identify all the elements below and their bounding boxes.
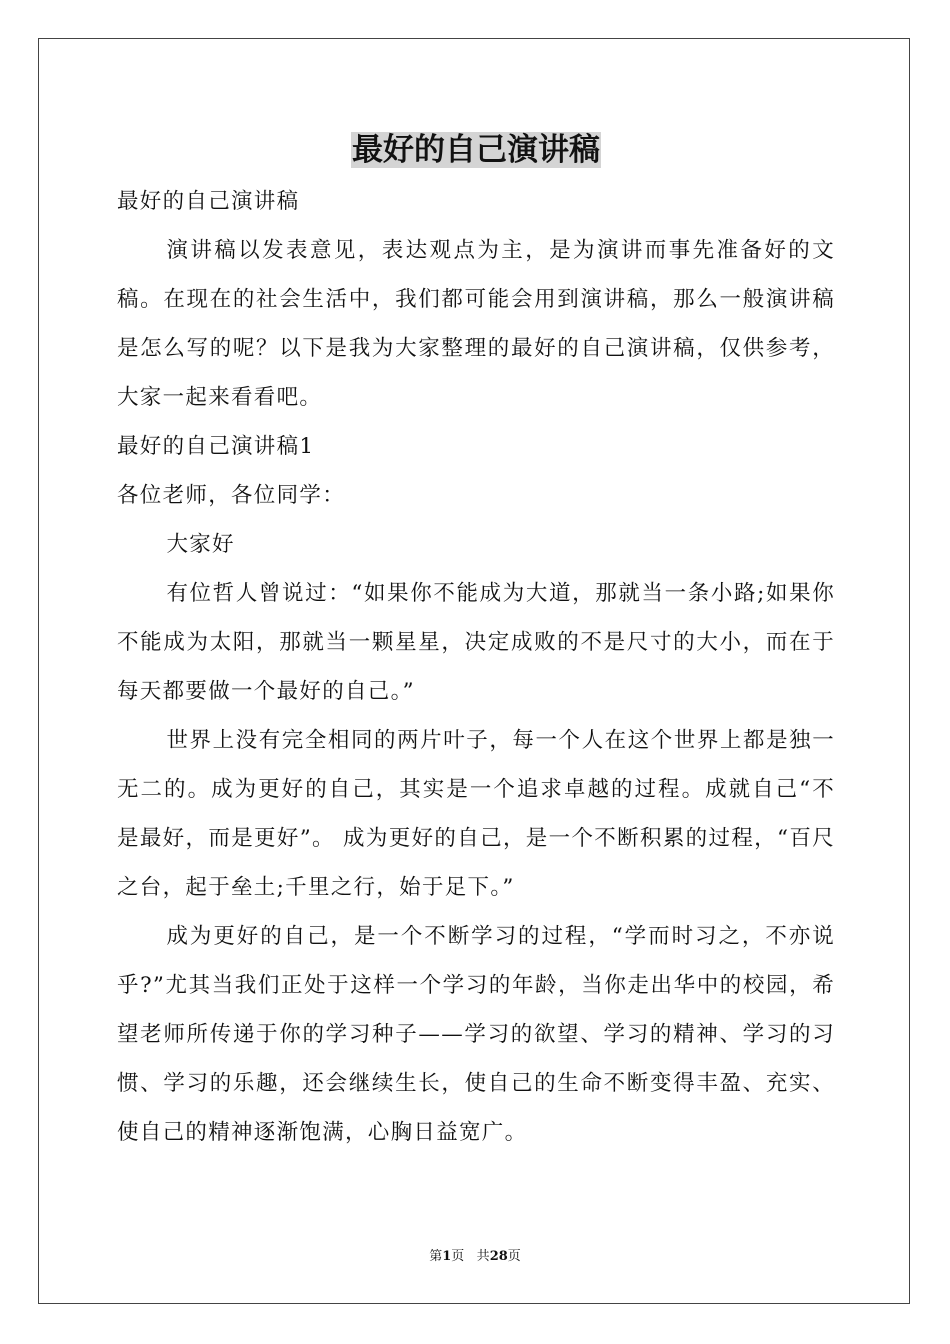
page-footer (0, 1248, 950, 1266)
paragraph-unique: 世界上没有完全相同的两片叶子，每一个人在这个世界上都是独一无二的。成为更好的自己，其实是一个追求卓越的过程。成就自己“不是最好，而是更好”。 成为更好的自己，是一个不断积累的过程，“百尺之台，起于垒土;千里之行，始于足下。” (117, 728, 835, 900)
paragraph-greeting: 大家好 (166, 532, 235, 557)
footer-total-prefix: 共 (476, 1249, 490, 1264)
paragraph-learning: 成为更好的自己，是一个不断学习的过程，“学而时习之，不亦说乎?”尤其当我们正处于这样一个学习的年龄，当你走出华中的校园，希望老师所传递于你的学习种子——学习的欲望、学习的精神、学习的习惯、学习的乐趣，还会继续生长，使自己的生命不断变得丰盈、充实、使自己的精神逐渐饱满，心胸日益宽广。 (117, 924, 835, 1145)
footer-page-suffix: 页 (451, 1249, 465, 1264)
footer-total-suffix: 页 (507, 1249, 521, 1264)
document-title (117, 128, 835, 172)
document-body (117, 128, 835, 1157)
footer-total-pages: 28 (489, 1249, 508, 1264)
footer-page-prefix: 第 (429, 1249, 443, 1264)
footer-page-number: 1 (442, 1249, 452, 1264)
paragraph-section-heading: 最好的自己演讲稿1 (117, 434, 315, 459)
paragraph-quote: 有位哲人曾说过：“如果你不能成为大道，那就当一条小路;如果你不能成为太阳，那就当一颗星星，决定成败的不是尺寸的大小，而在于每天都要做一个最好的自己。” (117, 581, 835, 704)
paragraph-salutation: 各位老师，各位同学： (117, 483, 346, 508)
document-title-text: 最好的自己演讲稿 (352, 132, 600, 168)
paragraph-intro: 演讲稿以发表意见，表达观点为主，是为演讲而事先准备好的文稿。在现在的社会生活中，我们都可能会用到演讲稿，那么一般演讲稿是怎么写的呢？以下是我为大家整理的最好的自己演讲稿，仅供参考，大家一起来看看吧。 (117, 238, 835, 410)
paragraph-subtitle: 最好的自己演讲稿 (117, 189, 300, 214)
